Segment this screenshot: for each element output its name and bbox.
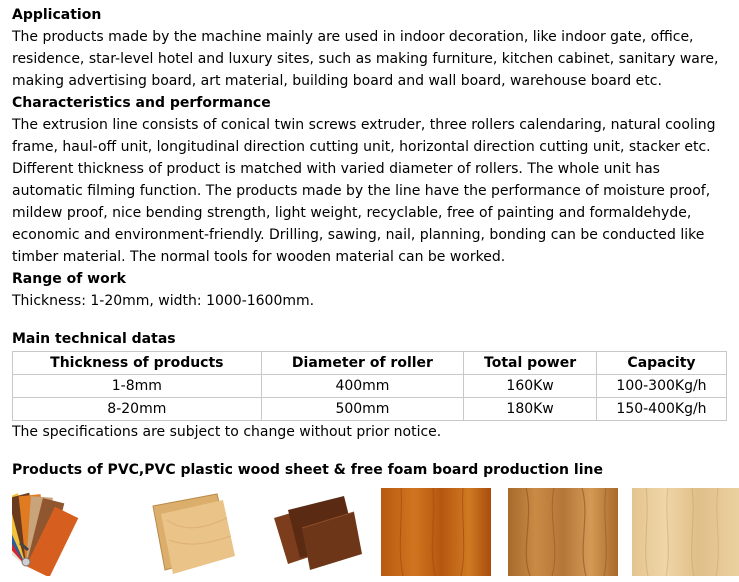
table-cell: 8-20mm [13, 398, 262, 421]
table-cell: 100-300Kg/h [596, 375, 726, 398]
table-row [13, 375, 727, 398]
application-line: making advertising board, art material, building board and wall board, warehouse board etc. [12, 73, 662, 89]
table-cell: 160Kw [464, 375, 597, 398]
light-wood-sheets-image[interactable] [135, 488, 245, 576]
specifications-note: The specifications are subject to change without prior notice. [12, 424, 442, 440]
technical-table [12, 351, 727, 421]
table-cell: 1-8mm [13, 375, 262, 398]
dark-wood-sheets-image[interactable] [258, 488, 368, 576]
characteristics-line: Different thickness of product is matched with varied diameter of rollers. The whole unit has [12, 161, 660, 177]
technical-heading: Main technical datas [12, 331, 176, 347]
table-row [13, 398, 727, 421]
table-cell: 400mm [261, 375, 464, 398]
application-heading: Application [12, 7, 102, 23]
table-cell: 500mm [261, 398, 464, 421]
cherry-wood-texture-image[interactable] [381, 488, 491, 576]
characteristics-line: frame, haul-off unit, longitudinal direction cutting unit, horizontal direction cutting unit, stacker etc. [12, 139, 711, 155]
characteristics-line: The extrusion line consists of conical twin screws extruder, three rollers calendaring, natural cooling [12, 117, 716, 133]
column-header: Capacity [596, 352, 726, 375]
characteristics-line: timber material. The normal tools for wooden material can be worked. [12, 249, 506, 265]
column-header: Diameter of roller [261, 352, 464, 375]
column-header: Thickness of products [13, 352, 262, 375]
characteristics-line: mildew proof, nice bending strength, light weight, recyclable, free of painting and formaldehyde, [12, 205, 692, 221]
characteristics-line: automatic filming function. The products made by the line have the performance of moisture proof, [12, 183, 711, 199]
oak-wood-texture-image[interactable] [632, 488, 739, 576]
column-header: Total power [464, 352, 597, 375]
range-heading: Range of work [12, 271, 126, 287]
fanned-color-samples-image[interactable] [12, 488, 122, 576]
table-cell: 180Kw [464, 398, 597, 421]
table-cell: 150-400Kg/h [596, 398, 726, 421]
characteristics-heading: Characteristics and performance [12, 95, 271, 111]
range-text: Thickness: 1-20mm, width: 1000-1600mm. [12, 293, 315, 309]
article-content [12, 4, 732, 481]
products-heading: Products of PVC,PVC plastic wood sheet & free foam board production line [12, 462, 603, 478]
characteristics-line: economic and environment-friendly. Drilling, sawing, nail, planning, bonding can be conducted like [12, 227, 705, 243]
application-line: The products made by the machine mainly are used in indoor decoration, like indoor gate, office, [12, 29, 694, 45]
walnut-wood-texture-image[interactable] [508, 488, 618, 576]
application-line: residence, star-level hotel and luxury sites, such as making furniture, kitchen cabinet, sanitary ware, [12, 51, 719, 67]
table-header-row [13, 352, 727, 375]
product-gallery [12, 488, 732, 576]
